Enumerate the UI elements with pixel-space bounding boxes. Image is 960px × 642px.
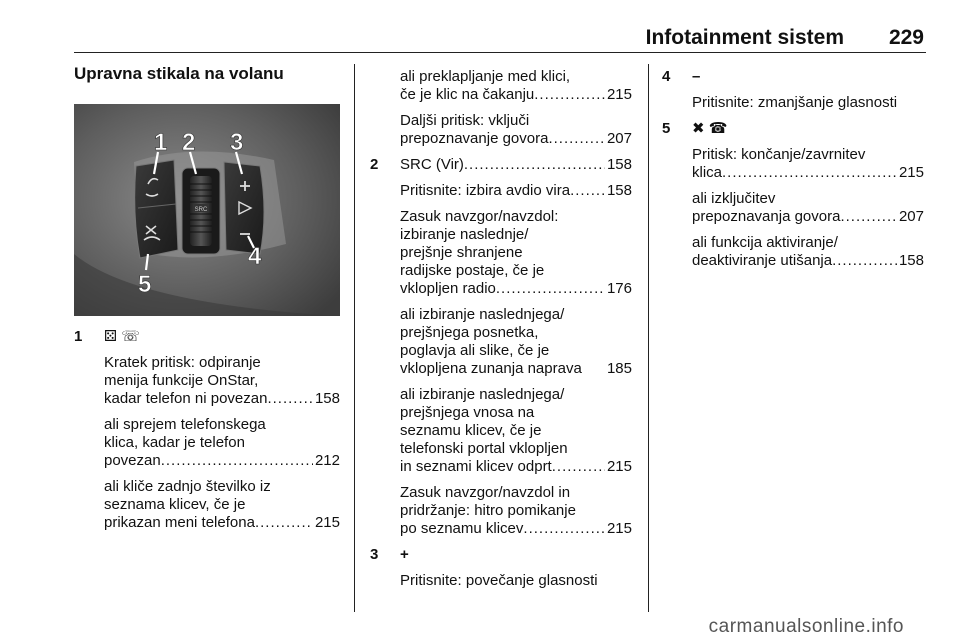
page-ref[interactable]: 215 (898, 164, 924, 181)
text-line: po seznamu klicev (400, 520, 524, 537)
entry (400, 386, 632, 476)
entry (692, 190, 924, 226)
text-line: Pritisnite: zmanjšanje glasnosti (692, 94, 898, 111)
column-3 (662, 68, 924, 278)
item-number: 2 (370, 156, 379, 173)
entry (400, 208, 632, 298)
text-line: če je klic na čakanju (400, 86, 535, 103)
item-number: 1 (74, 328, 83, 345)
text-line: Kratek pritisk: odpiranje (104, 354, 261, 371)
entry (400, 306, 632, 378)
page-ref[interactable]: 215 (606, 86, 632, 103)
callout-2: 2 (182, 129, 196, 156)
column-divider-1 (354, 64, 355, 612)
item-2 (370, 156, 632, 174)
page-ref[interactable]: 185 (606, 360, 632, 377)
page-ref[interactable]: 158 (898, 252, 924, 269)
page-ref[interactable]: 158 (606, 182, 632, 199)
text-line: ali izključitev (692, 190, 776, 207)
text-line: in seznami klicev odprt (400, 458, 552, 475)
plus-icon: + (400, 546, 409, 563)
text-line: seznamu klicev, če je (400, 422, 542, 439)
text-line: klica, kadar je telefon (104, 434, 245, 451)
column-1 (74, 328, 340, 540)
text-line: vklopljen radio (400, 280, 496, 297)
text-line: ali preklapljanje med klici, (400, 68, 571, 85)
page-ref[interactable]: 176 (606, 280, 632, 297)
text-line: ali kliče zadnjo številko iz (104, 478, 271, 495)
page-ref[interactable]: 158 (314, 390, 340, 407)
page-ref[interactable]: 207 (606, 130, 632, 147)
entry (400, 112, 632, 148)
callout-1: 1 (154, 129, 168, 156)
page-ref[interactable]: 207 (898, 208, 924, 225)
callout-4: 4 (248, 243, 262, 270)
page-ref[interactable]: 158 (606, 156, 632, 173)
text-line: izbiranje naslednje/ (400, 226, 529, 243)
callout-3: 3 (230, 129, 244, 156)
item-3 (370, 546, 632, 590)
entry (692, 146, 924, 182)
header-rule (74, 52, 926, 53)
text-line: prejšnjega posnetka, (400, 324, 539, 341)
left-switch-panel (135, 160, 178, 258)
text-line: prepoznavanja govora (692, 208, 841, 225)
text-line: prejšnje shranjene (400, 244, 523, 261)
item-number: 5 (662, 120, 671, 137)
text-line: Pritisnite: povečanje glasnosti (400, 572, 598, 589)
page-number: 229 (888, 26, 924, 49)
callout-5: 5 (138, 271, 152, 298)
watermark: carmanualsonline.info (708, 616, 904, 637)
svg-text:SRC: SRC (194, 207, 208, 213)
right-switch-panel (224, 162, 264, 254)
text-line: vklopljena zunanja naprava (400, 360, 582, 377)
text-line: Daljši pritisk: vključi (400, 112, 530, 129)
end-call-mute-icon: ✖ ☎ (692, 120, 728, 137)
text-line: menija funkcije OnStar, (104, 372, 259, 389)
text-line: radijske postaje, če je (400, 262, 545, 279)
page-ref[interactable]: 215 (606, 458, 632, 475)
item-1 (74, 328, 340, 532)
column-divider-2 (648, 64, 649, 612)
text-line: poglavja ali slike, če je (400, 342, 550, 359)
column-2 (370, 68, 632, 598)
text-line: prikazan meni telefona (104, 514, 255, 531)
text-line: ali sprejem telefonskega (104, 416, 266, 433)
steering-wheel-controls-photo (74, 104, 340, 316)
item-5 (662, 120, 924, 270)
minus-icon: – (692, 68, 701, 85)
text-line: ali izbiranje naslednjega/ (400, 386, 565, 403)
running-header-title: Infotainment sistem (645, 26, 844, 49)
src-thumbwheel (182, 168, 220, 254)
entry (104, 478, 340, 532)
entry (400, 182, 632, 200)
text-line: Zasuk navzgor/navzdol in (400, 484, 571, 501)
entry (400, 484, 632, 538)
entry (104, 354, 340, 408)
item-4 (662, 68, 924, 112)
text-line: ali izbiranje naslednjega/ (400, 306, 565, 323)
entry (400, 68, 632, 104)
text-line: Pritisk: končanje/zavrnitev (692, 146, 866, 163)
text-line: ali funkcija aktiviranje/ (692, 234, 838, 251)
entry (104, 416, 340, 470)
page-ref[interactable]: 215 (314, 514, 340, 531)
text-line: klica (692, 164, 723, 181)
section-title: Upravna stikala na volanu (74, 64, 284, 83)
page-ref[interactable]: 212 (314, 452, 340, 469)
text-line: Pritisnite: izbira avdio vira (400, 182, 571, 199)
text-line: telefonski portal vklopljen (400, 440, 568, 457)
text-line: povezan (104, 452, 161, 469)
page-ref[interactable]: 215 (606, 520, 632, 537)
phone-voice-icon: ⚄ ☏ (104, 328, 140, 345)
text-line: prejšnjega vnosa na (400, 404, 535, 421)
text-line: kadar telefon ni povezan (104, 390, 268, 407)
text-line: SRC (Vir) (400, 156, 464, 173)
text-line: pridržanje: hitro pomikanje (400, 502, 576, 519)
text-line: seznama klicev, če je (104, 496, 246, 513)
text-line: deaktiviranje utišanja (692, 252, 833, 269)
text-line: Zasuk navzgor/navzdol: (400, 208, 559, 225)
entry (692, 234, 924, 270)
item-number: 3 (370, 546, 379, 563)
item-number: 4 (662, 68, 671, 85)
text-line: prepoznavanje govora (400, 130, 549, 147)
